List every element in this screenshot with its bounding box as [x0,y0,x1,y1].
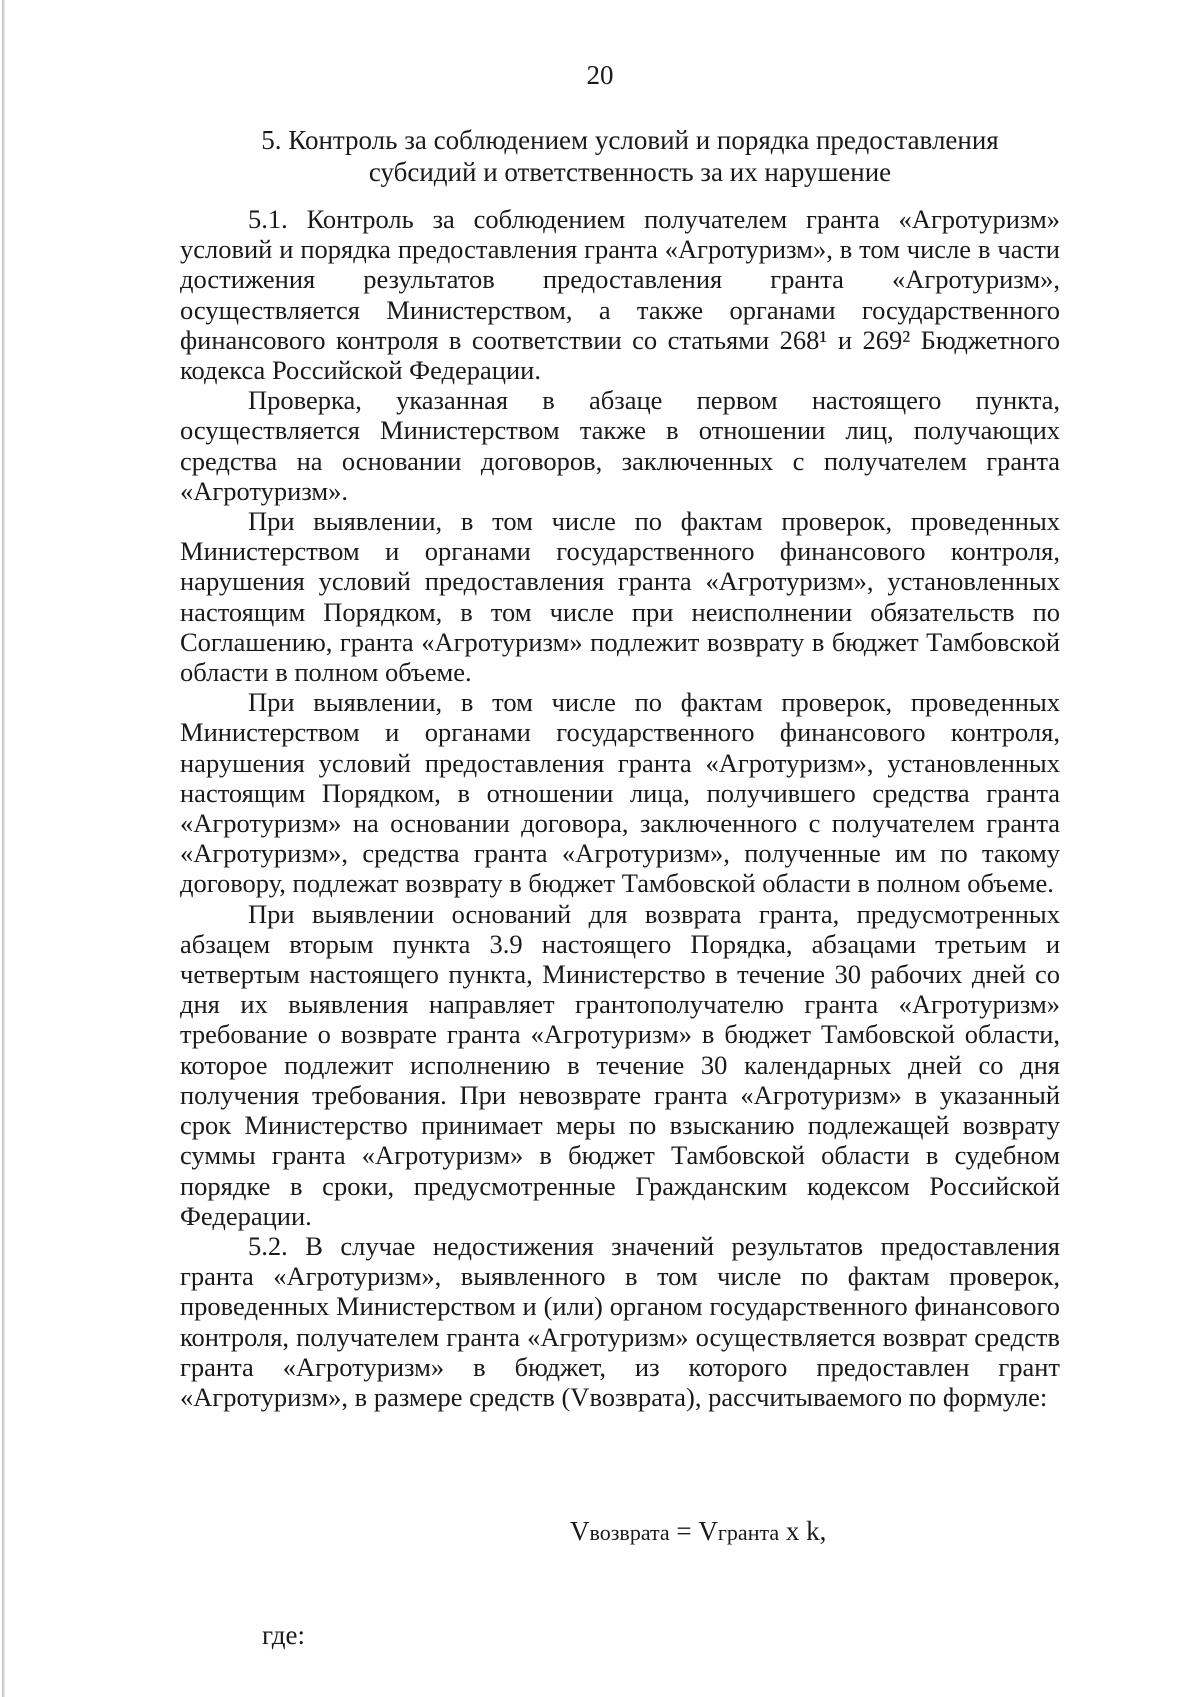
formula-sub-return: возврата [589,1520,670,1545]
scan-edge [2,0,5,1697]
section-heading [200,124,1060,188]
paragraph-violation-return: При выявлении, в том числе по фактам проверок, проведенных Министерством и органами государственного финансового контроля, нарушения условий предоставления гранта «Агротуризм», установленных настоящим Порядком, в том числе при неисполнении обязательств по Соглашению, гранта «Агротуризм» подлежит возврату в бюджет Тамбовской области в полном объеме. [180,506,1060,688]
formula-multiplier: x k, [779,1516,827,1546]
formula-v-return: V [570,1516,590,1546]
formula-equals: = [669,1516,699,1546]
page-number: 20 [586,60,614,90]
paragraph-5-2: 5.2. В случае недостижения значений результатов предоставления гранта «Агротуризм», выявленного в том числе по фактам проверок, проведенных Министерством и (или) органом государственного финансового контроля, получателем гранта «Агротуризм» осуществляется возврат средств гранта «Агротуризм» в бюджет, из которого предоставлен грант «Агротуризм», в размере средств (Vвозврата), рассчитываемого по формуле: [180,1230,1060,1412]
paragraph-5-1: 5.1. Контроль за соблюдением получателем гранта «Агротуризм» условий и порядка предоставления гранта «Агротуризм», в том числе в части достижения результатов предоставления гранта «Агротуризм», осуществляется Министерством, а также органами государственного финансового контроля в соответствии со статьями 268¹ и 269² Бюджетного кодекса Российской Федерации. [180,204,1060,386]
document-body [180,204,1060,1412]
formula-v-grant: V [698,1516,718,1546]
where-label: где: [262,1620,305,1650]
section-heading-line-1: 5. Контроль за соблюдением условий и порядка предоставления [261,125,999,155]
section-heading-line-2: субсидий и ответственность за их нарушение [368,157,892,187]
return-formula [570,1516,826,1547]
paragraph-contract-return: При выявлении, в том числе по фактам проверок, проведенных Министерством и органами государственного финансового контроля, нарушения условий предоставления гранта «Агротуризм», установленных настоящим Порядком, в отношении лица, получившего средства гранта «Агротуризм» на основании договора, заключенного с получателем гранта «Агротуризм», средства гранта «Агротуризм», полученные им по такому договору, подлежат возврату в бюджет Тамбовской области в полном объеме. [180,687,1060,899]
formula-sub-grant: гранта [717,1520,780,1545]
paragraph-inspection: Проверка, указанная в абзаце первом настоящего пункта, осуществляется Министерством также в отношении лиц, получающих средства на основании договоров, заключенных с получателем гранта «Агротуризм». [180,385,1060,506]
paragraph-requirement: При выявлении оснований для возврата гранта, предусмотренных абзацем вторым пункта 3.9 настоящего Порядка, абзацами третьим и четвертым настоящего пункта, Министерство в течение 30 рабочих дней со дня их выявления направляет грантополучателю гранта «Агротуризм» требование о возврате гранта «Агротуризм» в бюджет Тамбовской области, которое подлежит исполнению в течение 30 календарных дней со дня получения требования. При невозврате гранта «Агротуризм» в указанный срок Министерство принимает меры по взысканию подлежащей возврату суммы гранта «Агротуризм» в бюджет Тамбовской области в судебном порядке в сроки, предусмотренные Гражданским кодексом Российской Федерации. [180,898,1060,1231]
